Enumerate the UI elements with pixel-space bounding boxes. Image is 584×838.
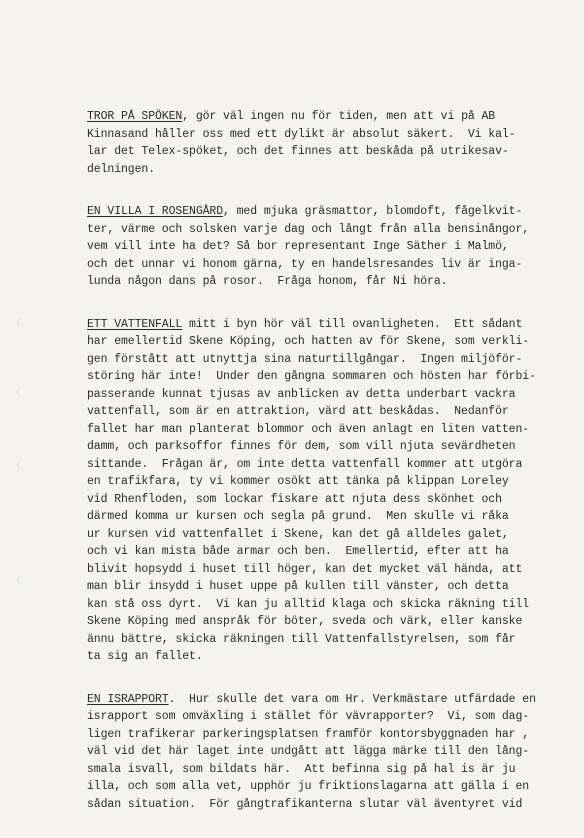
text-line: ligen trafikerar parkeringsplatsen framför kontorsbyggnaden har , [87,727,530,741]
text-line [87,316,567,334]
punch-hole-mark [17,318,30,326]
punch-hole-mark [17,461,30,469]
text-line: passerande kunnat tjusas av anblicken av detta underbart vackra [87,387,516,401]
paragraph-first-line-rest: , med mjuka gräsmattor, blomdoft, fågelkvit- [223,205,523,218]
punch-hole-mark [17,576,30,584]
typewritten-text [87,108,567,838]
text-line [87,691,567,709]
paragraph-heading: TROR PÅ SPÖKEN [87,110,183,123]
text-line: smala isvall, som bildats här. Att befinna sig på hal is är ju [87,762,516,776]
text-line: vattenfall, som är en attraktion, värd att beskådas. Nedanför [87,405,509,418]
paragraph-first-line-rest: . Hur skulle det vara om Hr. Verkmästare utfärdade en [168,692,536,706]
text-line: illa, och som alla vet, upphör ju friktionslagarna att gälla i en [87,780,530,793]
text-line: lar det Telex-spöket, och det finnes att beskåda på utrikesav- [87,145,509,158]
text-line [87,203,567,221]
punch-hole-margin [0,0,30,830]
text-line: och det unnar vi honom gärna, ty en handelsresandes liv är inga- [87,257,523,271]
text-line: en trafikfara, ty vi kommer osökt att tänka på klippan Loreley [87,475,509,488]
text-line: lunda någon dans på rosor. Fråga honom, får Ni höra. [87,275,448,288]
text-line: därmed komma ur kursen och segla på grund. Men skulle vi råka [87,510,509,523]
text-line: sådan situation. För gångtrafikanterna slutar väl äventyret vid [87,797,523,811]
text-line: ur kursen vid vattenfallet i Skene, kan det gå alldeles galet, [87,527,509,541]
text-line: israpport som omväxling i stället för vävrapporter? Vi, som dag- [87,710,530,723]
text-line: och vi kan mista både armar och ben. Emellertid, efter att ha [87,545,509,558]
paragraph [87,691,567,814]
text-line: väl vid det här laget inte undgått att lägga märke till den lång- [87,745,530,758]
paragraph-first-line-rest: mitt i byn hör väl till ovanligheten. Ett sådant [182,317,523,331]
text-line: störing här inte! Under den gångna sommaren och hösten har förbi- [87,370,536,383]
text-line: Skene Köping med anspråk för böter, sveda och värk, eller kanske [87,615,523,628]
paragraph-heading: ETT VATTENFALL [87,317,183,331]
punch-hole-mark [17,388,30,396]
text-line: kan stå oss dyrt. Vi kan ju alltid klaga och skicka räkning till [87,597,530,611]
text-line: sittande. Frågan är, om inte detta vattenfall kommer att utgöra [87,457,523,471]
text-line: blivit hopsydd i huset till höger, kan det mycket väl hända, att [87,562,523,576]
text-line: damm, och parksoffor finnes för dem, som vill njuta sevärdheten [87,440,516,453]
text-line [87,108,567,126]
text-line: vem vill inte ha det? Så bor representant Inge Säther i Malmö, [87,240,509,253]
text-line: ännu bättre, skicka räkningen till Vattenfallstyrelsen, som får [87,632,516,646]
text-line: ter, värme och solsken varje dag och långt från alla bensinångor, [87,222,530,236]
paragraph-first-line-rest: , gör väl ingen nu för tiden, men att vi på AB [182,110,496,123]
text-line: har emellertid Skene Köping, och hatten av för Skene, som verkli- [87,335,530,348]
paragraph-heading: EN ISRAPPORT [87,692,169,706]
paragraph [87,108,567,178]
text-line: vid Rhenfloden, som lockar fiskare att njuta dess skönhet och [87,492,502,506]
paragraph [87,203,567,291]
text-line: man blir insydd i huset uppe på kullen till vänster, och detta [87,580,509,593]
paragraph-heading: EN VILLA I ROSENGÅRD [87,205,224,218]
text-line: gen förstått att utnyttja sina naturtillgångar. Ingen miljöför- [87,352,523,366]
text-line: ta sig an fallet. [87,650,203,663]
text-line: fallet har man planterat blommor och även anlagt en liten vatten- [87,422,530,436]
paragraph [87,316,567,666]
text-line: delningen. [87,162,156,176]
text-line: Kinnasand håller oss med ett dylikt är absolut säkert. Vi kal- [87,127,516,141]
